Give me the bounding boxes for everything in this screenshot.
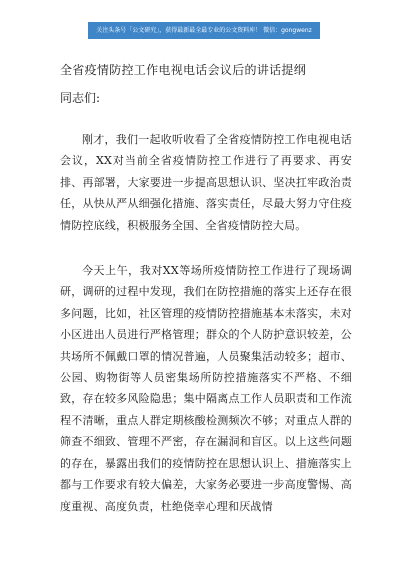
salutation: 同志们: <box>60 91 101 105</box>
paragraph-2: 今天上午，我对XX等场所疫情防控工作进行了现场调研，调研的过程中发现，我们在防控措施的落实上还存在很多问题，比如，社区管理的疫情防控措施基本未落实，未对小区进出人员进行严格管理；群众的个人防护意识较差，公共场所不佩戴口罩的情况普遍，人员聚集活动较多；超市、公园、购物街等人员密集场所防控措施落实不严格、不细致，存在较多风险隐患；集中隔离点工作人员职责和工作流程不清晰，重点人群定期核酸检测频次不够；对重点人群的筛查不细致、管理不严密，存在漏洞和盲区。以上这些问题的存在，暴露出我们的疫情防控在思想认识上、措施落实上都与工作要求有较大偏差，大家务必要进一步高度警惕、高度重视、高度负责，杜绝侥幸心理和厌战情 <box>60 264 352 513</box>
document-title: 全省疫情防控工作电视电话会议后的讲话提纲 <box>60 63 307 77</box>
promo-banner[interactable] <box>88 22 320 39</box>
document-page <box>60 60 352 517</box>
promo-banner-text: 关注头条号「公文研究」，获得最新最全最专业的公文资料库！ 微信：gongwenz <box>96 27 312 34</box>
paragraph-1: 刚才，我们一起收听收看了全省疫情防控工作电视电话会议，XX对当前全省疫情防控工作进行了再要求、再安排、再部署，大家要进一步提高思想认识、坚决扛牢政治责任，从快从严从细强化措施、落实责任，尽最大努力守住疫情防控底线，积极服务全国、全省疫情防控大局。 <box>60 133 352 232</box>
